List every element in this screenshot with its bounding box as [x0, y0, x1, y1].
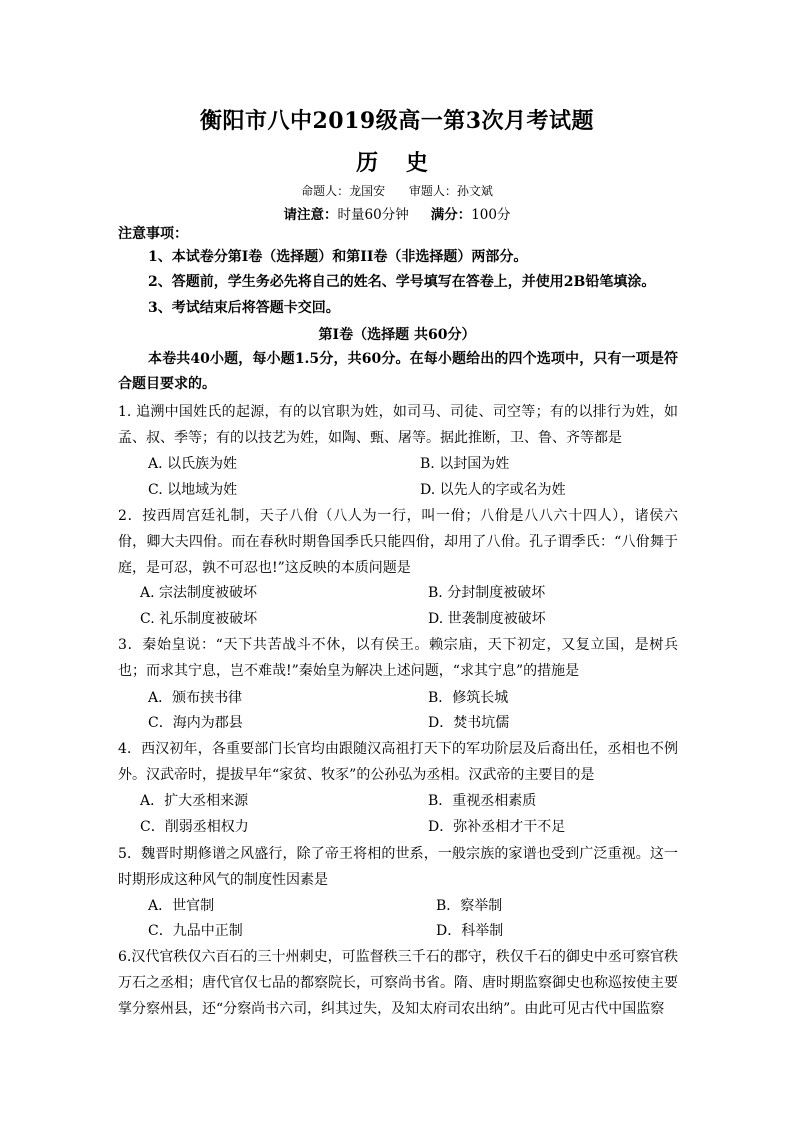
option-b: B．修筑长城: [428, 690, 509, 706]
option-b: B．察举制: [436, 898, 503, 914]
option-c: C．海内为郡县: [148, 715, 243, 731]
option-b: B．重视丞相素质: [428, 793, 537, 809]
section-title: 第I卷（选择题 共60分）: [318, 327, 476, 343]
question-stem: 6.汉代官秩仅六百石的三十州刺史，可监督秩三千石的郡守，秩仅千石的御史中丞可察官秩万石之丞相；唐代官仅七品的都察院长，可察尚书省。隋、唐时期监察御史也称巡按使主要掌分察州县，还“分察尚书六司，纠其过失，及知太府司农出纳”。由此可见古代中国监察: [118, 949, 678, 1017]
question-stem: 1. 追溯中国姓氏的起源，有的以官职为姓，如司马、司徒、司空等；有的以排行为姓，如孟、叔、季等；有的以技艺为姓，如陶、甄、屠等。据此推断，卫、鲁、齐等都是: [118, 404, 678, 446]
option-c: C．削弱丞相权力: [140, 819, 249, 835]
time-value: 时量60分钟: [337, 207, 409, 223]
note-item: 2、答题前，学生务必先将自己的姓名、学号填写在答卷上，并使用2B铅笔填涂。: [148, 274, 656, 290]
option-c: C. 礼乐制度被破坏: [140, 611, 258, 627]
option-a: A．世官制: [148, 898, 215, 914]
option-d: D．焚书坑儒: [428, 715, 510, 731]
option-a: A. 以氏族为姓: [148, 456, 238, 472]
option-a: A. 宗法制度被破坏: [140, 585, 258, 601]
option-c: C. 以地域为姓: [148, 482, 238, 498]
note-item: 1、本试卷分第I卷（选择题）和第II卷（非选择题）两部分。: [148, 249, 528, 265]
notice-label: 请注意：: [283, 207, 338, 223]
option-a: A．颁布挟书律: [148, 690, 243, 706]
option-d: D．弥补丞相才干不足: [428, 819, 566, 835]
option-b: B. 分封制度被破坏: [428, 585, 546, 601]
exam-title: 衡阳市八中2019级高一第3次月考试题: [199, 108, 595, 134]
timing-line: [0, 203, 794, 223]
score-label: 满分：: [430, 207, 472, 223]
question-stem: 2．按西周宫廷礼制，天子八佾（八人为一行，叫一佾；八佾是八八六十四人），诸侯六佾，卿大夫四佾。而在春秋时期鲁国季氏只能四佾，却用了八佾。孔子谓季氏：“八佾舞于庭，是可忍，孰不可忍也!”这反映的本质问题是: [118, 508, 678, 576]
score-value: 100分: [471, 207, 511, 223]
question-stem: 5．魏晋时期修谱之风盛行，除了帝王将相的世系，一般宗族的家谱也受到广泛重视。这一时期形成这种风气的制度性因素是: [118, 846, 678, 888]
question-stem: 4．西汉初年，各重要部门长官均由跟随汉高祖打天下的军功阶层及后裔出任，丞相也不例外。汉武帝时，提拔早年“家贫、牧豕”的公孙弘为丞相。汉武帝的主要目的是: [118, 741, 678, 783]
note-item: 3、考试结束后将答题卡交回。: [148, 300, 340, 316]
authors-line: [0, 182, 794, 199]
option-c: C．九品中正制: [148, 923, 243, 939]
option-a: A．扩大丞相来源: [140, 793, 249, 809]
author-label: 命题人：龙国安: [301, 184, 386, 198]
option-d: D. 世袭制度被破坏: [428, 611, 546, 627]
section-intro: 本卷共40小题，每小题1.5分，共60分。在每小题给出的四个选项中，只有一项是符合题目要求的。: [118, 351, 678, 392]
notes-heading: 注意事项：: [118, 226, 188, 242]
option-d: D. 以先人的字或名为姓: [420, 482, 566, 498]
question-stem: 3．秦始皇说：“天下共苦战斗不休，以有侯王。赖宗庙，天下初定，又复立国，是树兵也；而求其宁息，岂不难哉!”秦始皇为解决上述问题，“求其宁息”的措施是: [118, 637, 678, 679]
option-b: B. 以封国为姓: [420, 456, 510, 472]
option-d: D．科举制: [436, 923, 504, 939]
subject-title: 历 史: [356, 150, 438, 176]
reviewer-label: 审题人：孙文斌: [408, 184, 493, 198]
